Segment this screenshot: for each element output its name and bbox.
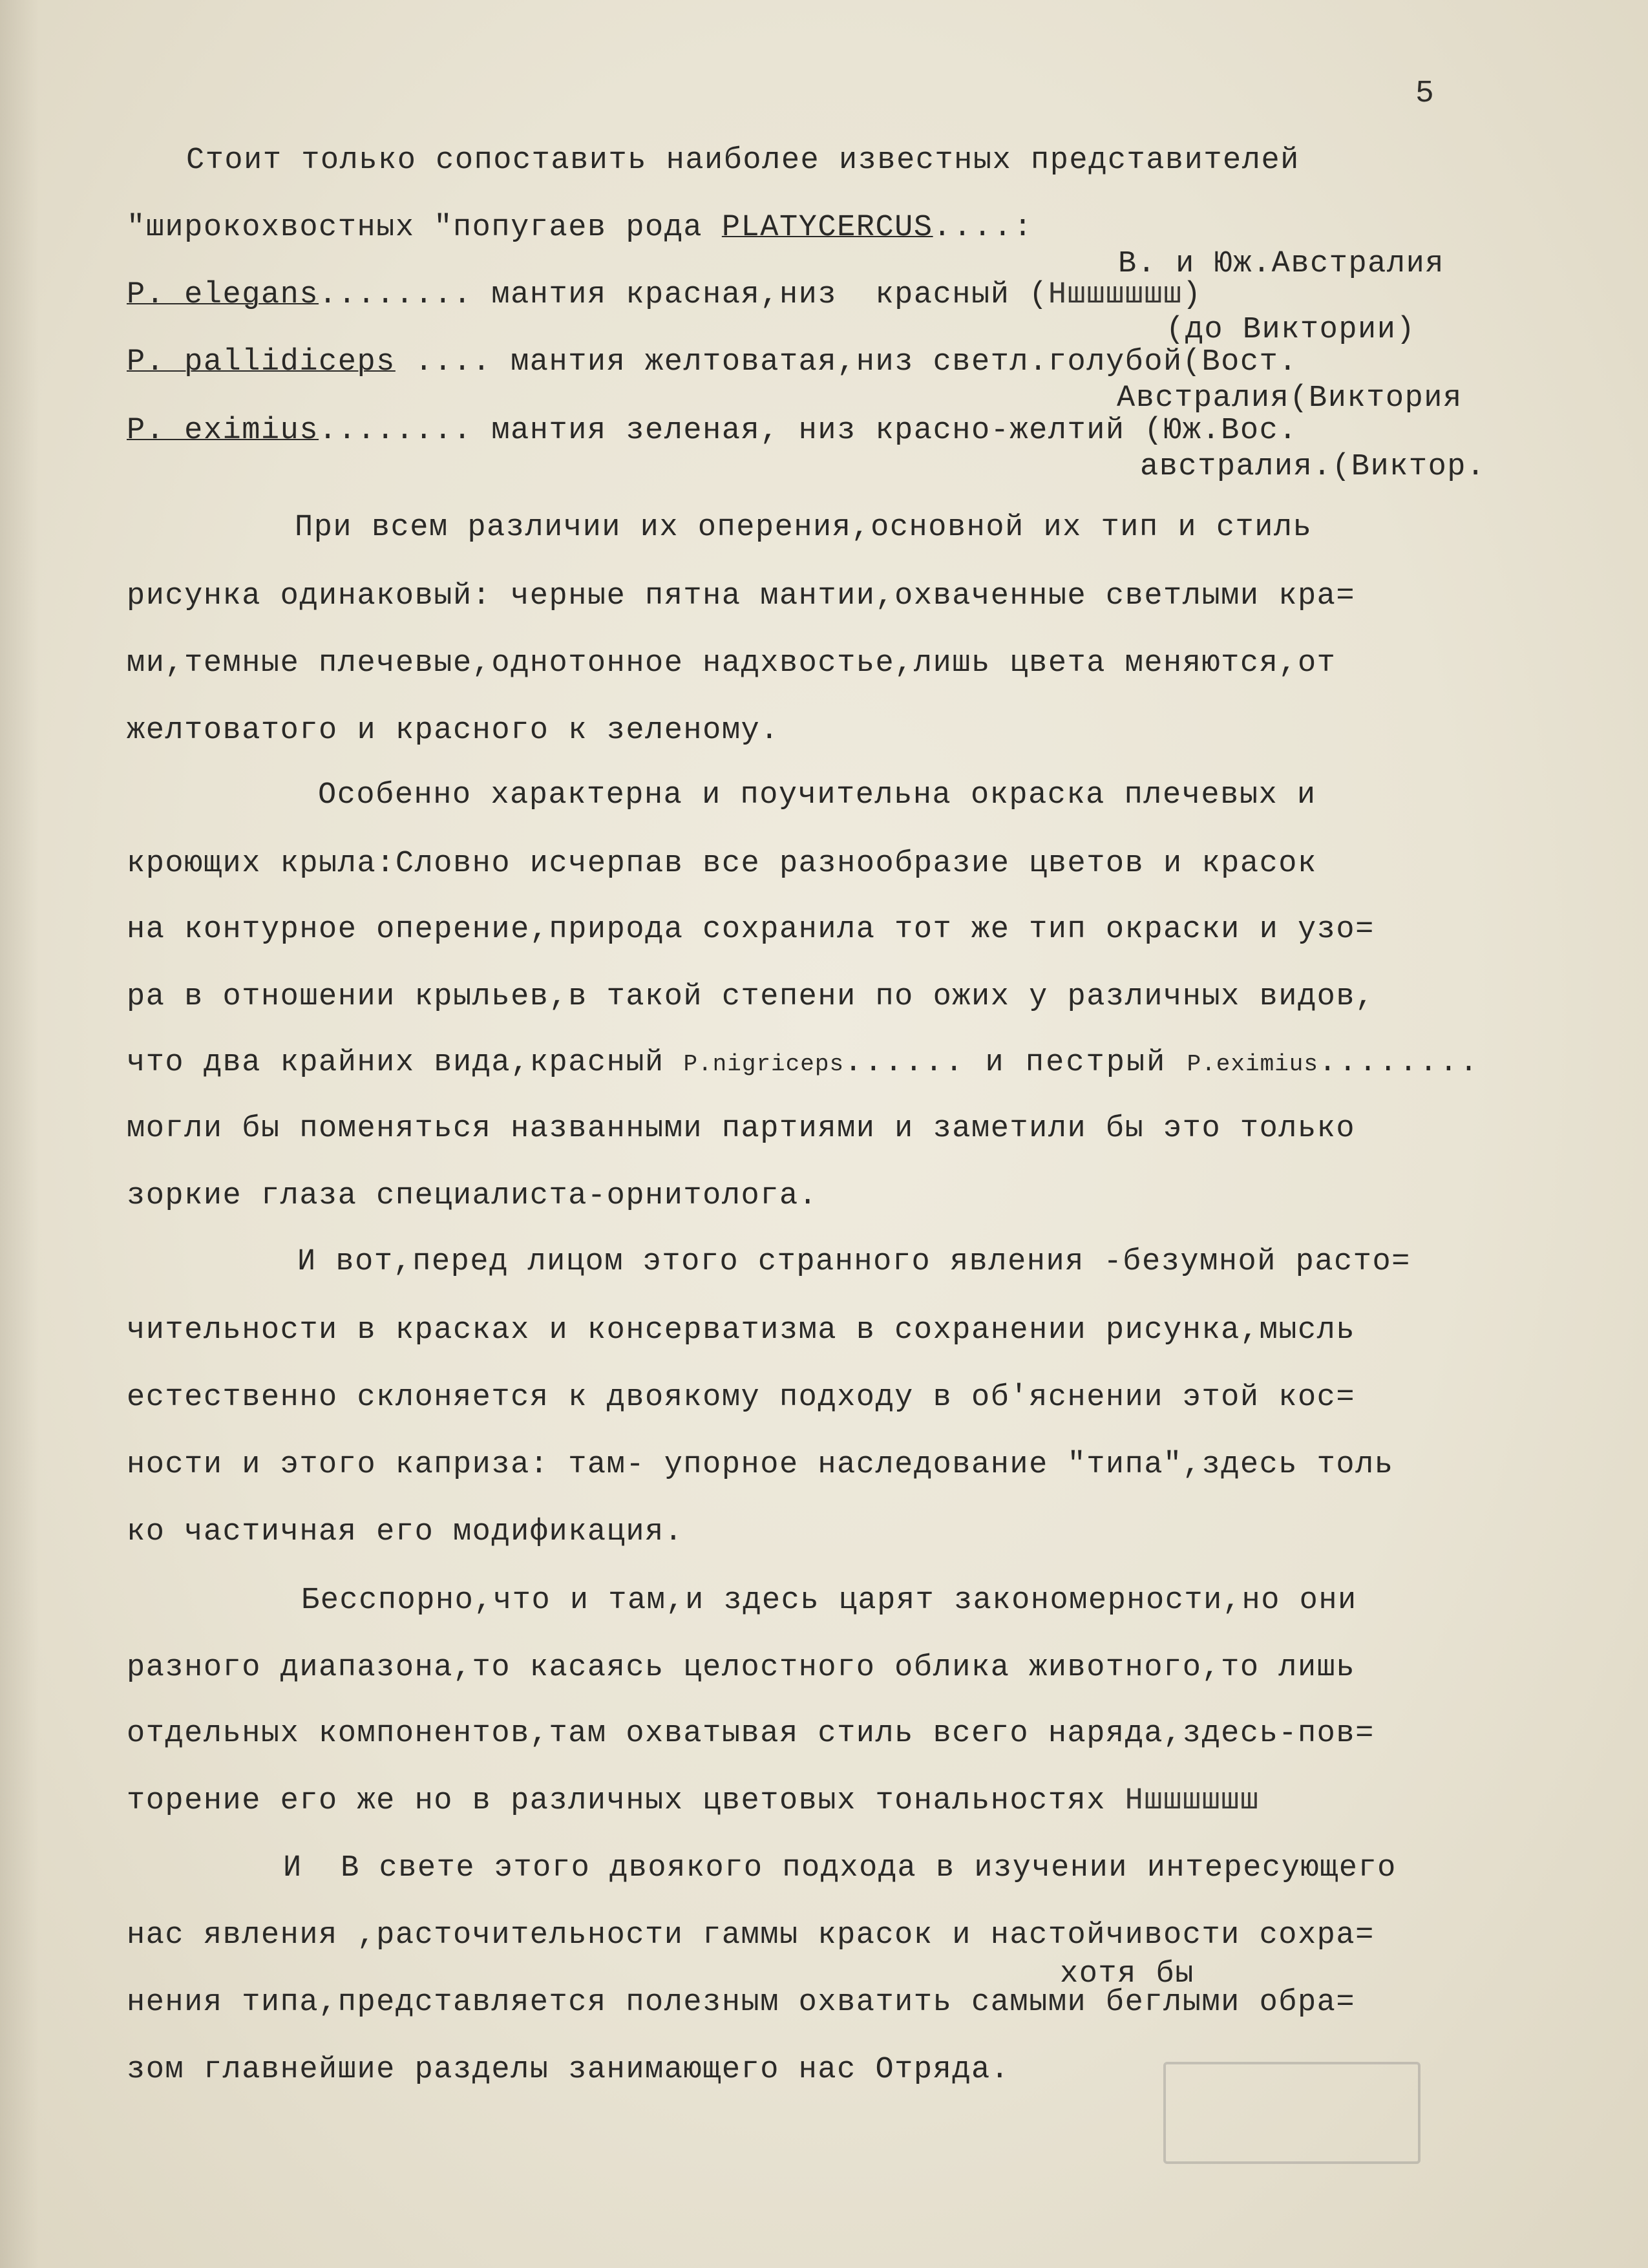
text-line: Австралия(Виктория	[1117, 381, 1463, 416]
text-line: P. elegans........ мантия красная,низ красный (Ншшшшшш)	[127, 278, 1202, 312]
page-number: 5	[1415, 76, 1434, 111]
text-line: Особенно характерна и поучительна окраска плечевых и	[318, 778, 1316, 812]
text-line: ми,темные плечевые,однотонное надхвостье,лишь цвета меняются,от	[127, 646, 1336, 681]
struck-out-text: Ншшшшшш	[1048, 278, 1183, 312]
text-line: торение его же но в различных цветовых тональностях Ншшшшшш	[127, 1784, 1260, 1818]
text-line: P. eximius........ мантия зеленая, низ красно-желтий (Юж.Вос.	[127, 414, 1298, 448]
species-name: P. pallidiceps	[127, 345, 396, 379]
page-edge-shadow	[0, 0, 39, 2268]
text-line: австралия.(Виктор.	[1140, 450, 1486, 484]
text-line: разного диапазона,то касаясь целостного облика животного,то лишь	[127, 1651, 1356, 1685]
library-stamp	[1163, 2062, 1421, 2164]
text-line: ности и этого каприза: там- упорное наследование "типа",здесь толь	[127, 1448, 1394, 1482]
text-line: Стоит только сопоставить наиболее известных представителей	[186, 143, 1300, 178]
species-name-inline: P.nigriceps	[683, 1051, 845, 1077]
text-line: чительности в красках и консерватизма в сохранении рисунка,мысль	[127, 1313, 1356, 1348]
text-line: на контурное оперение,природа сохранила тот же тип окраски и узо=	[127, 913, 1375, 947]
genus-name: PLATYCERCUS	[721, 211, 933, 245]
text-line: могли бы поменяться названными партиями и заметили бы это только	[127, 1112, 1356, 1146]
text-line: кроющих крыла:Словно исчерпав все разнообразие цветов и красок	[127, 847, 1317, 881]
text-line: "широкохвостных "попугаев рода PLATYCERCUS....:	[127, 211, 1034, 245]
species-name-inline: P.eximius	[1187, 1051, 1318, 1077]
text-line: нения типа,представляется полезным охватить самыми беглыми обра=	[127, 1986, 1356, 2020]
text-line: что два крайних вида,красный P.nigriceps...... и пестрый P.eximius........	[127, 1046, 1480, 1080]
text-line: отдельных компонентов,там охватывая стиль всего наряда,здесь-пов=	[127, 1717, 1375, 1751]
text-line: нас явления ,расточительности гаммы красок и настойчивости сохра=	[127, 1918, 1375, 1953]
text-line: желтоватого и красного к зеленому.	[127, 714, 779, 748]
species-name: P. elegans	[127, 278, 319, 312]
text-line: ра в отношении крыльев,в такой степени по ожих у различных видов,	[127, 980, 1375, 1014]
text-line: P. pallidiceps .... мантия желтоватая,низ светл.голубой(Вост.	[127, 345, 1298, 379]
text-line: В. и Юж.Австралия	[1118, 247, 1444, 281]
text-line: естественно склоняется к двоякому подходу в об'яснении этой кос=	[127, 1381, 1356, 1415]
inserted-words: хотя бы	[1060, 1957, 1194, 1991]
struck-out-text: Ншшшшшш	[1125, 1784, 1260, 1818]
text-line: И В свете этого двоякого подхода в изучении интересующего	[283, 1851, 1397, 1885]
text-line: (до Виктории)	[1166, 313, 1416, 347]
text-line: ко частичная его модификация.	[127, 1515, 684, 1549]
text-line: Бесспорно,что и там,и здесь царят закономерности,но они	[301, 1584, 1357, 1618]
text-line: При всем различии их оперения,основной их тип и стиль	[295, 511, 1313, 545]
text-line: рисунка одинаковый: черные пятна мантии,охваченные светлыми кра=	[127, 579, 1356, 613]
species-name: P. eximius	[127, 414, 319, 448]
text-line: зоркие глаза специалиста-орнитолога.	[127, 1179, 818, 1213]
text-line: зом главнейшие разделы занимающего нас Отряда.	[127, 2053, 1010, 2087]
text-line: И вот,перед лицом этого странного явления -безумной расто=	[297, 1245, 1411, 1279]
